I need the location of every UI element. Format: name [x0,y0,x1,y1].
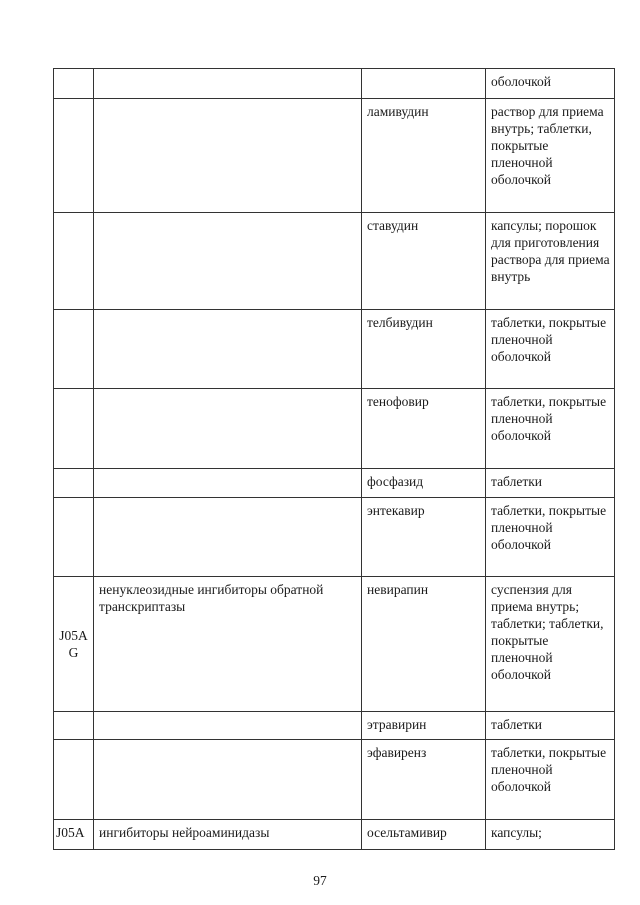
group-name-cell: ненуклеозидные ингибиторы обратной транскриптазы [94,577,362,712]
table-row [54,213,615,310]
table-row [54,498,615,577]
table-row [54,310,615,389]
dosage-form-cell: таблетки, покрытые пленочной оболочкой [486,740,615,820]
table-row [54,740,615,820]
dosage-form-cell: таблетки [486,469,615,498]
dosage-form-cell: таблетки, покрытые пленочной оболочкой [486,498,615,577]
dosage-form-cell: капсулы; порошок для приготовления раствора для приема внутрь [486,213,615,310]
dosage-form-cell: таблетки, покрытые пленочной оболочкой [486,310,615,389]
group-name-cell [94,740,362,820]
drug-name-cell: невирапин [362,577,486,712]
drug-name-cell: ставудин [362,213,486,310]
atc-code-cell [54,469,94,498]
dosage-form-cell: таблетки [486,712,615,740]
table-row [54,389,615,469]
table-row [54,712,615,740]
atc-code-cell [54,389,94,469]
group-name-cell [94,389,362,469]
group-name-cell [94,469,362,498]
group-name-cell [94,310,362,389]
atc-code-cell [54,213,94,310]
atc-code-cell [54,99,94,213]
dosage-form-cell: оболочкой [486,69,615,99]
drug-name-cell: телбивудин [362,310,486,389]
atc-code-cell [54,740,94,820]
page-number: 97 [313,873,327,888]
drug-table [53,68,615,850]
atc-code-cell: J05A G [54,577,94,712]
atc-code-cell [54,310,94,389]
dosage-form-cell: таблетки, покрытые пленочной оболочкой [486,389,615,469]
atc-code-cell [54,712,94,740]
drug-name-cell: этравирин [362,712,486,740]
group-name-cell [94,712,362,740]
drug-name-cell: ламивудин [362,99,486,213]
drug-name-cell: фосфазид [362,469,486,498]
drug-name-cell: эфавиренз [362,740,486,820]
table-row [54,577,615,712]
group-name-cell [94,69,362,99]
dosage-form-cell: раствор для приема внутрь; таблетки, покрытые пленочной оболочкой [486,99,615,213]
group-name-cell [94,99,362,213]
atc-code-cell [54,69,94,99]
dosage-form-cell: суспензия для приема внутрь; таблетки; таблетки, покрытые пленочной оболочкой [486,577,615,712]
table-row [54,99,615,213]
drug-name-cell: тенофовир [362,389,486,469]
table-row [54,820,615,850]
group-name-cell: ингибиторы нейроаминидазы [94,820,362,850]
table-row [54,469,615,498]
group-name-cell [94,498,362,577]
dosage-form-cell: капсулы; [486,820,615,850]
atc-code-cell: J05A [54,820,94,850]
atc-code-cell [54,498,94,577]
drug-name-cell: энтекавир [362,498,486,577]
drug-name-cell [362,69,486,99]
drug-name-cell: осельтамивир [362,820,486,850]
table-row [54,69,615,99]
group-name-cell [94,213,362,310]
